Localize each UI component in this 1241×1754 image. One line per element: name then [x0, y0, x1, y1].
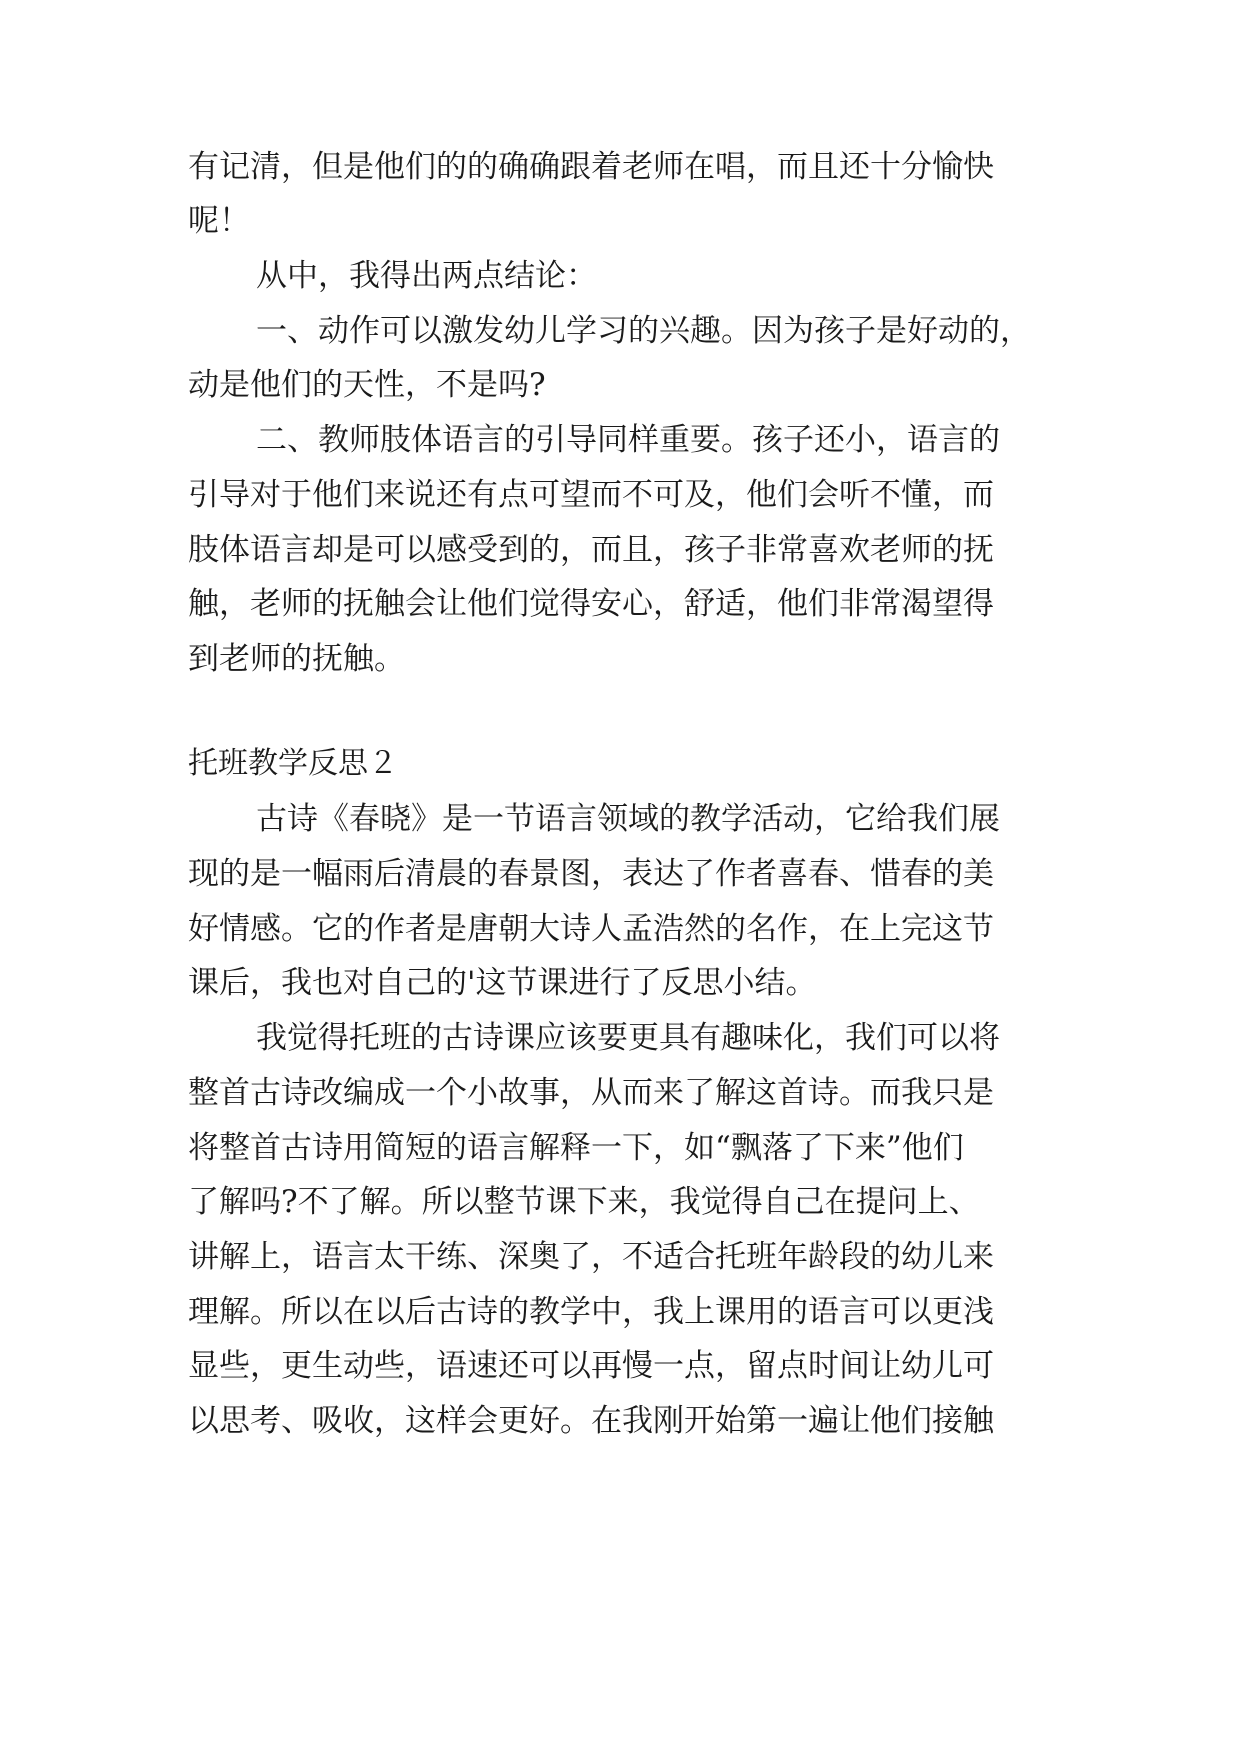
- text-line-content: 引导对于他们来说还有点可望而不可及，他们会听不懂，而: [188, 477, 994, 513]
- text-line-content: 课后，我也对自己的'这节课进行了反思小结。: [188, 965, 817, 1001]
- text-line-content: 呢！: [188, 203, 250, 239]
- text-line-content: 肢体语言却是可以感受到的，而且，孩子非常喜欢老师的抚: [188, 532, 994, 568]
- text-line-content: 从中，我得出两点结论：: [256, 258, 597, 294]
- text-line-content: 整首古诗改编成一个小故事，从而来了解这首诗。而我只是: [188, 1075, 994, 1111]
- text-line: [0, 899, 1241, 959]
- text-line-content: 有记清，但是他们的的确确跟着老师在唱，而且还十分愉快: [188, 149, 994, 185]
- text-line-content: 我觉得托班的古诗课应该要更具有趣味化，我们可以将: [256, 1020, 1000, 1056]
- text-line: [0, 246, 1241, 306]
- text-line-content: 一、动作可以激发幼儿学习的兴趣。因为孩子是好动的，: [256, 313, 1031, 349]
- text-line: [0, 1063, 1241, 1123]
- text-line: [0, 1227, 1241, 1287]
- text-line: [0, 629, 1241, 689]
- text-line: [0, 1336, 1241, 1396]
- text-line-content: 理解。所以在以后古诗的教学中，我上课用的语言可以更浅: [188, 1294, 994, 1330]
- text-line: [0, 355, 1241, 415]
- text-line-content: 显些，更生动些，语速还可以再慢一点，留点时间让幼儿可: [188, 1348, 994, 1384]
- text-line-content: 现的是一幅雨后清晨的春景图，表达了作者喜春、惜春的美: [188, 856, 994, 892]
- text-line-content: 触，老师的抚触会让他们觉得安心，舒适，他们非常渴望得: [188, 586, 994, 622]
- text-line-content: 动是他们的天性，不是吗?: [188, 367, 546, 403]
- text-line: [0, 191, 1241, 251]
- text-line: [0, 410, 1241, 470]
- text-line: [0, 953, 1241, 1013]
- text-line: [0, 844, 1241, 904]
- text-line: [0, 1391, 1241, 1451]
- text-line: [0, 1282, 1241, 1342]
- text-line-content: 讲解上，语言太干练、深奥了，不适合托班年龄段的幼儿来: [188, 1239, 994, 1275]
- text-line-content: 以思考、吸收，这样会更好。在我刚开始第一遍让他们接触: [188, 1403, 994, 1439]
- text-line: [0, 137, 1241, 197]
- text-line-content: 了解吗?不了解。所以整节课下来，我觉得自己在提问上、: [188, 1184, 980, 1220]
- section-title: [0, 734, 1241, 794]
- text-line: [0, 1118, 1241, 1178]
- text-line: [0, 789, 1241, 849]
- text-line: [0, 520, 1241, 580]
- text-line-content: 到老师的抚触。: [188, 641, 405, 677]
- text-line-content: 好情感。它的作者是唐朝大诗人孟浩然的名作，在上完这节: [188, 911, 994, 947]
- text-line-content: 古诗《春晓》是一节语言领域的教学活动，它给我们展: [256, 801, 1000, 837]
- section-title-text: 托班教学反思２: [188, 746, 398, 781]
- text-line-content: 将整首古诗用简短的语言解释一下，如“飘落了下来”他们: [188, 1130, 964, 1166]
- text-line: [0, 1172, 1241, 1232]
- text-line: [0, 1008, 1241, 1068]
- text-line: [0, 465, 1241, 525]
- text-line-content: 二、教师肢体语言的引导同样重要。孩子还小，语言的: [256, 422, 1000, 458]
- text-line: [0, 301, 1241, 361]
- text-line: [0, 574, 1241, 634]
